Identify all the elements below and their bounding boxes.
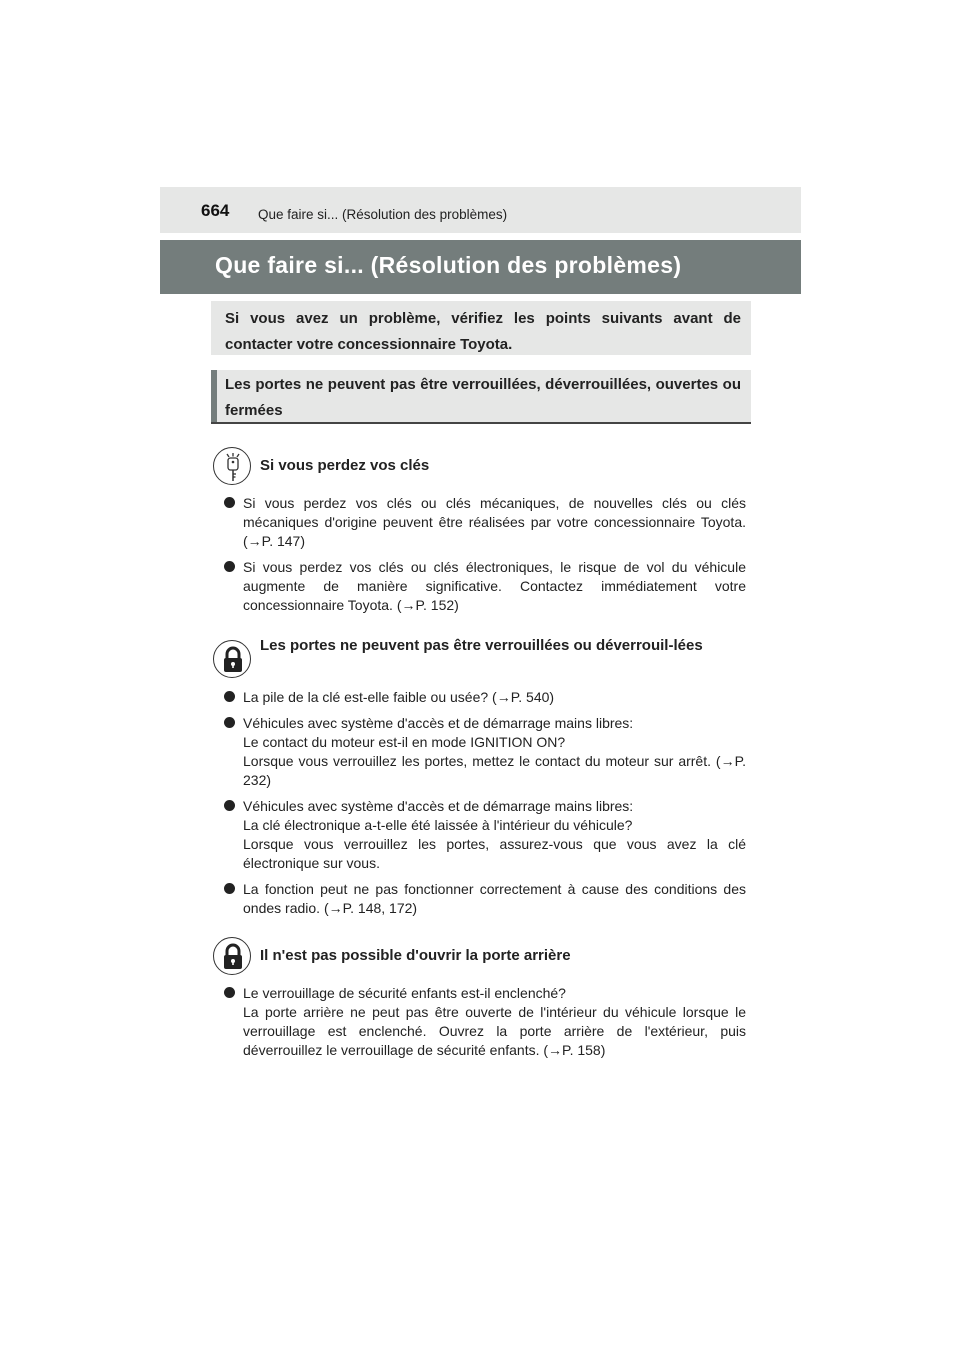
key-icon (213, 447, 251, 485)
intro-box (211, 301, 751, 355)
list-item (224, 880, 746, 918)
section-accent-bar (211, 370, 217, 422)
bullet-icon (224, 497, 235, 508)
subsection-list-lock (224, 688, 746, 925)
list-item-text: Véhicules avec système d'accès et de démarrage mains libres: Le contact du moteur est-il en mode IGNITION ON? Lorsque vous verrouillez les portes, mettez le contact du moteur sur arrêt. (→P. 232) (243, 715, 746, 788)
bullet-icon (224, 691, 235, 702)
list-item-text: Si vous perdez vos clés ou clés mécaniques, de nouvelles clés ou clés mécaniques d'origine peuvent être réalisées par votre concessionnaire Toyota. (→P. 147) (243, 495, 746, 549)
page-number: 664 (201, 201, 230, 220)
padlock-icon (213, 937, 251, 975)
subsection-title-lock: Les portes ne peuvent pas être verrouillées ou déverrouil-lées (260, 637, 703, 654)
list-item (224, 714, 746, 790)
list-item (224, 688, 746, 707)
section-heading-box (211, 370, 751, 424)
bullet-icon (224, 800, 235, 811)
padlock-icon (213, 640, 251, 678)
list-item-text: Le verrouillage de sécurité enfants est-il enclenché? La porte arrière ne peut pas être ouverte de l'intérieur du véhicule lorsque le verrouillage est enclenché. Ouvrez la porte arrière de l'extérieur, puis déverrouillez le verrouillage de sécurité enfants. (→P. 158) (243, 985, 746, 1058)
section-heading: Les portes ne peuvent pas être verrouillées, déverrouillées, ouvertes ou fermées (225, 376, 741, 419)
title-band (160, 240, 801, 294)
subsection-list-lost-keys (224, 494, 746, 622)
bullet-icon (224, 883, 235, 894)
bullet-icon (224, 717, 235, 728)
list-item-text: La fonction peut ne pas fonctionner correctement à cause des conditions des ondes radio. (→P. 148, 172) (243, 881, 746, 916)
list-item (224, 984, 746, 1060)
subsection-title-lost-keys: Si vous perdez vos clés (260, 457, 430, 474)
list-item (224, 494, 746, 551)
bullet-icon (224, 987, 235, 998)
list-item (224, 797, 746, 873)
bullet-icon (224, 561, 235, 572)
running-title: Que faire si... (Résolution des problèmes) (258, 207, 508, 222)
list-item-text: Véhicules avec système d'accès et de démarrage mains libres: La clé électronique a-t-elle été laissée à l'intérieur du véhicule? Lorsque vous verrouillez les portes, assurez-vous que vous avez la clé électronique sur vous. (243, 798, 746, 871)
list-item-text: La pile de la clé est-elle faible ou usée? (→P. 540) (243, 689, 555, 705)
page-title: Que faire si... (Résolution des problèmes) (215, 252, 682, 278)
subsection-list-rear-door (224, 984, 746, 1067)
list-item-text: Si vous perdez vos clés ou clés électroniques, le risque de vol du véhicule augmente de manière significative. Contactez immédiatement votre concessionnaire Toyota. (→P. 152) (243, 559, 746, 613)
list-item (224, 558, 746, 615)
intro-text: Si vous avez un problème, vérifiez les points suivants avant de contacter votre concessionnaire Toyota. (225, 310, 741, 353)
subsection-title-rear-door: Il n'est pas possible d'ouvrir la porte arrière (260, 947, 571, 964)
